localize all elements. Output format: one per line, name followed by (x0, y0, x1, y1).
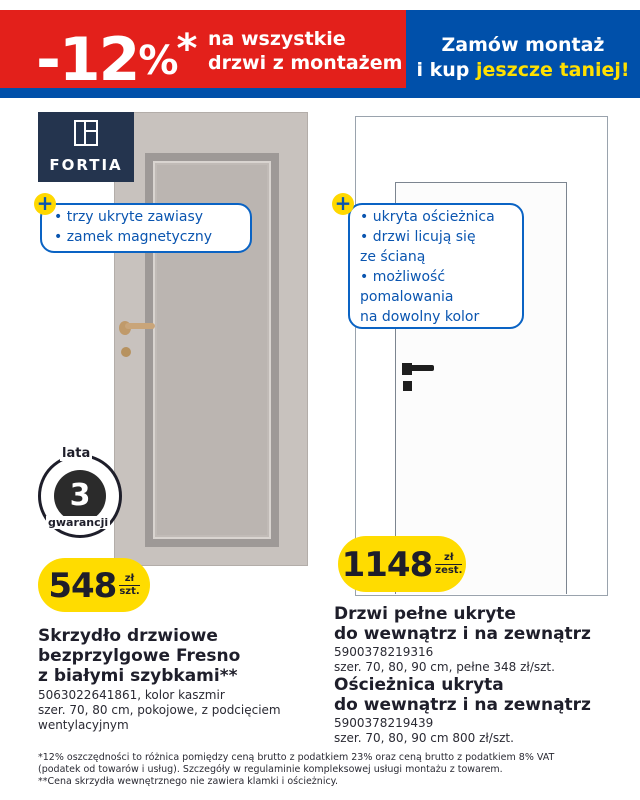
discount-value: -12%* (36, 25, 196, 95)
plus-icon: + (332, 193, 354, 215)
footnote: *12% oszczędności to różnica pomiędzy ceną brutto z podatkiem 23% oraz ceną brutto z podatkiem 8% VAT (38, 752, 555, 763)
header-right-line-1: Zamów montaż (441, 34, 605, 56)
fortia-logo (38, 112, 134, 182)
warranty-label-top: lata (62, 446, 91, 461)
product-title: z białymi szybkami** (38, 666, 238, 686)
footnote: (podatek od towarów i usług). Szczegóły w regulaminie kompleksowej usługi montażu z towarem. (38, 764, 503, 775)
product-title: do wewnątrz i na zewnątrz (334, 624, 591, 644)
feature-item: pomalowania (360, 289, 454, 305)
fortia-mark-icon (74, 120, 98, 146)
footnotes (38, 752, 628, 788)
header-line-1: na wszystkie (208, 28, 346, 50)
product-detail: szer. 70, 80 cm, pokojowe, z podcięciem (38, 703, 281, 717)
feature-item: • trzy ukryte zawiasy (54, 209, 204, 225)
product-detail: 5900378219316 (334, 645, 434, 659)
product-right-info (334, 604, 634, 746)
feature-item: na dowolny kolor (360, 309, 480, 325)
door-handle-icon (125, 323, 155, 329)
product-detail: 5900378219439 (334, 716, 434, 730)
handle-rose-black (402, 363, 412, 375)
product-detail: 5063022641861, kolor kaszmir (38, 688, 225, 702)
price-unit: zł zest. (435, 552, 463, 576)
plus-icon: + (34, 193, 56, 215)
product-left-info (38, 626, 308, 733)
price-value: 1148 (341, 544, 433, 585)
product-title: bezprzylgowe Fresno (38, 646, 241, 666)
percent-sign: % (138, 38, 177, 84)
price-unit: zł szt. (119, 573, 140, 597)
feature-box-right (348, 203, 524, 329)
product-title: Ościeżnica ukryta (334, 675, 504, 695)
header-line-2: drzwi z montażem (208, 52, 403, 74)
price-value: 548 (48, 565, 117, 606)
header-right-line-2: i kup jeszcze taniej! (416, 59, 630, 81)
warranty-label-bottom: gwarancji (48, 516, 109, 529)
product-detail: szer. 70, 80, 90 cm 800 zł/szt. (334, 731, 514, 745)
lock-icon (121, 347, 131, 357)
price-badge-left (38, 558, 150, 612)
feature-item: • drzwi licują się (360, 229, 476, 245)
footnote: **Cena skrzydła wewnętrznego nie zawiera klamki i ościeżnicy. (38, 776, 338, 787)
price-badge-right (338, 536, 466, 592)
product-title: do wewnątrz i na zewnątrz (334, 695, 591, 715)
feature-box-left (40, 203, 252, 253)
feature-item: • zamek magnetyczny (54, 229, 213, 245)
warranty-years: 3 (54, 470, 106, 522)
lock-black-icon (403, 381, 412, 391)
feature-item: • możliwość (360, 269, 446, 285)
asterisk: * (176, 26, 196, 72)
product-detail: wentylacyjnym (38, 718, 129, 732)
feature-item: • ukryta ościeżnica (360, 209, 495, 225)
feature-item: ze ścianą (360, 249, 426, 265)
logo-brand: FORTIA (49, 156, 123, 174)
product-title: Skrzydło drzwiowe (38, 626, 218, 646)
door-fresno-image (114, 112, 308, 566)
product-title: Drzwi pełne ukryte (334, 604, 516, 624)
header-highlight: jeszcze taniej! (475, 59, 630, 81)
product-detail: szer. 70, 80, 90 cm, pełne 348 zł/szt. (334, 660, 555, 674)
